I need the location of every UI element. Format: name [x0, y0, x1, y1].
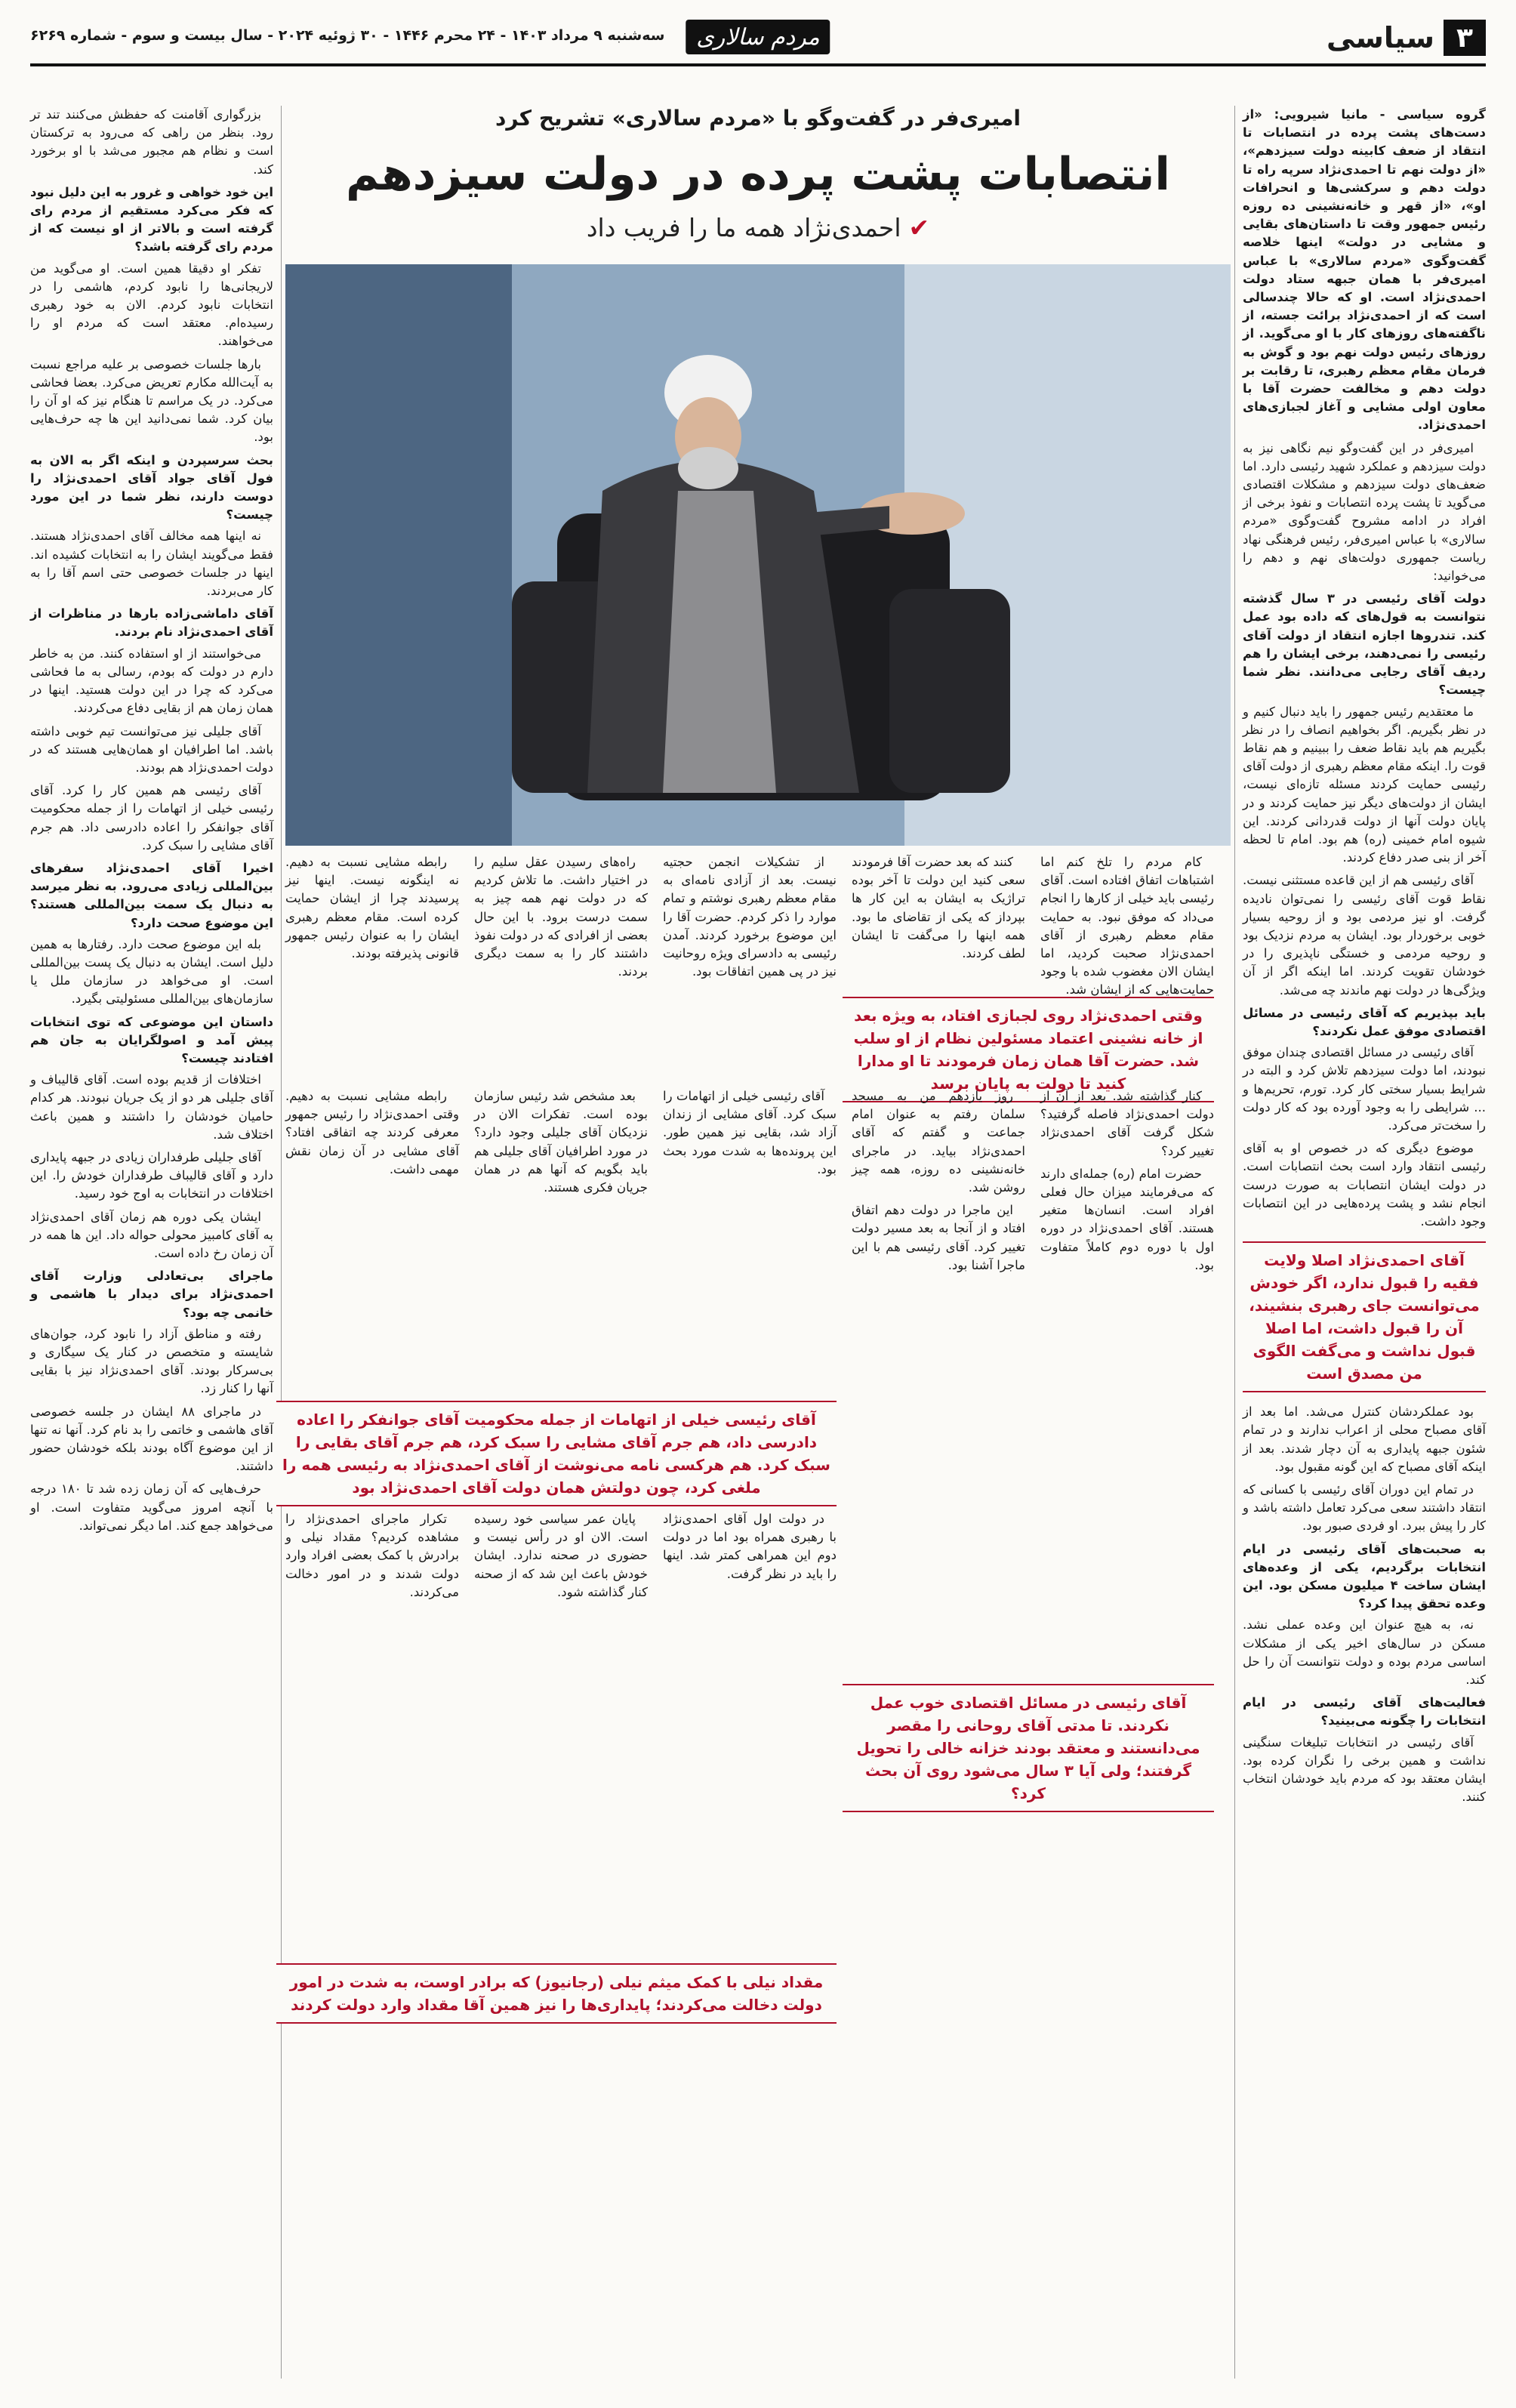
paragraph: در دولت اول آقای احمدی‌نژاد با رهبری همراه بود اما در دولت دوم این همراهی کمتر شد. اینها را باید در نظر گرفت. — [663, 1512, 837, 1581]
paragraph: بارها جلسات خصوصی بر علیه مراجع نسبت به آیت‌الله مکارم تعریض می‌کرد. بعضا فحاشی می‌کرد. در یک مراسم تا هنگام نیز که او آن را بیان کرد. شما نمی‌دانید این ها چه حرف‌هایی بود. — [30, 356, 273, 445]
paragraph: بود عملکردشان کنترل می‌شد. اما بعد از آقای مصباح محلی از اعراب ندارند و در تمام شئون جبهه پایداری به آن دچار شدند. بعد از اینکه آقای مصباح که این گونه مقبول بود. — [1243, 1404, 1486, 1474]
paragraph: می‌خواستند از او استفاده کنند. من به خاطر دارم در دولت که بودم، رسالی به ما فحاشی می‌کرد که چرا در این دولت هستید. اینها در همان زمان هم از بقایی دفاع می‌کردند. — [30, 646, 273, 716]
paragraph: ایشان یکی دوره هم زمان آقای احمدی‌نژاد به آقای کامبیز محولی حواله داد. این ها همه در آن زمان رخ داده است. — [30, 1209, 273, 1260]
text-column — [663, 853, 837, 1080]
page-number: ۳ — [1444, 20, 1486, 56]
paragraph: اختلافات از قدیم بوده است. آقای قالیباف و آقای جلیلی هر دو از یک جریان نبودند. هر کدام حامیان خودشان را داشتند و همین باعث اختلاف شد. — [30, 1072, 273, 1142]
text-column — [852, 853, 1025, 989]
newspaper-logo: مردم سالاری — [686, 20, 830, 54]
paragraph: کام مردم را تلخ کنم اما اشتباهات اتفاق افتاده است. آقای رئیسی باید خیلی از کارها را انجام می‌داد که موفق نبود. به حمایت مقام معظم رهبری از آقای احمدی‌نژاد صحبت کردید، اما ایشان الان مغضوب شده با وجود حمایت‌هایی که از ایشان شد. — [1040, 855, 1214, 997]
paragraph: بزرگواری آقامنت که حفظش می‌کنند تند تر رود. بنظر من راهی که می‌رود به ترکستان است و نظام هم مجبور می‌شد با او برخورد کند. — [30, 107, 273, 177]
text-column — [474, 1510, 648, 1933]
checkmark-icon: ✔ — [908, 213, 930, 242]
pull-quote: آقای رئیسی در مسائل اقتصادی خوب عمل نکردند. تا مدتی آقای روحانی را مقصر می‌دانستند و معتقد بودند خزانه خالی را تحویل گرفتند؛ ولی آیا ۳ سال می‌شود روی آن بحث کرد؟ — [843, 1684, 1214, 1812]
paragraph: آقای رئیسی هم همین کار را کرد. آقای رئیسی خیلی از اتهامات را از جمله محکومیت آقای جوانفکر را اعاده دادرسی داد. هم جرم آقای مشایی را سبک کرد. — [30, 783, 273, 853]
pull-quote: مقداد نیلی با کمک میثم نیلی (رجانیوز) که برادر اوست، به شدت در امور دولت دخالت می‌کردند؛ پایداری‌ها را نیز همین آقا مقداد وارد دولت کردند — [276, 1963, 837, 2024]
pull-quote: وقتی احمدی‌نژاد روی لجبازی افتاد، به ویژه بعد از خانه نشینی اعتماد مسئولین نظام از او سلب شد. حضرت آقا همان زمان فرمودند تا او مدارا کنید تا دولت به پایان برسد — [843, 997, 1214, 1102]
paragraph: رابطه مشایی نسبت به دهیم. وقتی احمدی‌نژاد را رئیس جمهور معرفی کردند چه اتفاقی افتاد؟ آقای مشایی در آن زمان نقش مهمی داشت. — [285, 1089, 459, 1176]
paragraph: بله این موضوع صحت دارد. رفتارها به همین دلیل است. ایشان به دنبال یک پست بین‌المللی است. او می‌خواهد در سازمان ملل یا سازمان‌های بین‌المللی مسئولیتی بگیرد. — [30, 936, 273, 1007]
pull-quote-right: آقای احمدی‌نژاد اصلا ولایت فقیه را قبول ندارد، اگر خودش می‌توانست جای رهبری بنشیند، آن را قبول داشت، اما اصلا قبول نداشت و می‌گفت الگوی من مصدق است — [1243, 1241, 1486, 1392]
text-column — [663, 1087, 837, 1389]
question: آقای داماشی‌زاده بارها در مناظرات از آقای احمدی‌نژاد نام بردند. — [30, 606, 273, 640]
article-headline: انتصابات پشت پرده در دولت سیزدهم — [346, 148, 1170, 201]
paragraph: آقای رئیسی در مسائل اقتصادی چندان موفق نبودند، اما دولت سیزدهم تلاش کرد و البته در شرایط بسیار سختی کار کرد. تورم، تحریم‌ها و ... شرایطی را به وجود آورده بود که کار دولت را سخت‌تر می‌کرد. — [1243, 1045, 1486, 1133]
text-column — [852, 1087, 1025, 1676]
text-column — [285, 1510, 459, 1933]
text-column — [285, 853, 459, 1080]
column-divider — [281, 106, 282, 2379]
question: باید بپذیریم که آقای رئیسی در مسائل اقتصادی موفق عمل نکردند؟ — [1243, 1005, 1486, 1038]
text-column — [474, 1087, 648, 1389]
question: اخیرا آقای احمدی‌نژاد سفرهای بین‌المللی زیادی می‌رود. به نظر میرسد به دنبال یک سمت بین‌المللی هستند؟ این موضوع صحت دارد؟ — [30, 860, 273, 930]
question: ماجرای بی‌تعادلی وزارت آقای احمدی‌نژاد برای دیدار با هاشمی و خانمی چه بود؟ — [30, 1269, 273, 1320]
paragraph: آقای جلیلی نیز می‌توانست تیم خوبی داشته باشد. اما اطرافیان او همان‌هایی هستند که در دولت احمدی‌نژاد هم بودند. — [30, 723, 273, 775]
paragraph: نه، به هیچ عنوان این وعده عملی نشد. مسکن در سال‌های اخیر یکی از مشکلات اساسی مردم بوده و دولت نتوانست آن را حل کند. — [1243, 1617, 1486, 1688]
issue-date-line: سه‌شنبه ۹ مرداد ۱۴۰۳ - ۲۴ محرم ۱۴۴۶ - ۳۰ ژوئیه ۲۰۲۴ - سال بیست و سوم - شماره ۶۲۶۹ — [30, 27, 665, 44]
paragraph: از تشکیلات انجمن حجتیه نیست. بعد از آزادی نامه‌ای به مقام معظم رهبری نوشتم و تمام موارد را ذکر کردم. حضرت آقا را این موضوع برخورد کردند. آمدن رئیسی به دادسرای ویژه روحانیت نیز در پی همین اتفاقات بود. — [663, 855, 837, 979]
paragraph: در تمام این دوران آقای رئیسی با کسانی که انتقاد داشتند سعی می‌کرد تعامل داشته باشد و کار را پیش ببرد. او فردی صبور بود. — [1243, 1482, 1486, 1534]
paragraph: آقای جلیلی طرفداران زیادی در جبهه پایداری دارد و آقای قالیباف طرفداران خودش را. این اختلافات در انتخابات به اوج خود رسید. — [30, 1149, 273, 1201]
paragraph: بعد مشخص شد رئیس سازمان بوده است. تفکرات الان در نزدیکان آقای جلیلی وجود دارد؟ در مورد اطرافیان آقای جلیلی هم باید بگویم که آنها هم در همان جریان فکری هستند. — [474, 1089, 648, 1195]
page-header — [30, 20, 1486, 57]
section-name: سیاسی — [1326, 21, 1434, 54]
article-intro: گروه سیاسی - مانیا شیرویی: «از دست‌های پشت پرده در انتصابات تا انتقاد از ضعف کابینه دولت سیزدهم»، «از دولت نهم تا احمدی‌نژاد سرپه راه تا دولت دهم و سرکشی‌ها و انحرافات او»، «از قهر و خانه‌نشینی ده روزه رئیس جمهور وقت تا داستان‌های بقایی و مشایی در دولت» اینها خلاصه گفت‌وگوی «مردم سالاری» با عباس امیری‌فر با همان جبهه ستاد دولت احمدی‌نژاد است. او که حالا چندسالی است که از احمدی‌نژاد برائت جسته، از ناگفته‌های روزهای کار با او می‌گوید. از روزهای رئیس دولت نهم بود و گوش به فرمان مقام معظم رهبری، تا رقابت بر دولت دهم و مخالفت حضرت آقا با معاون اولی مشایی و آغاز لجبازی‌های احمدی‌نژاد. — [1243, 107, 1486, 433]
paragraph: این ماجرا در دولت دهم اتفاق افتاد و از آنجا به بعد مسیر دولت تغییر کرد. آقای رئیسی هم با این ماجرا آشنا بود. — [852, 1203, 1025, 1272]
paragraph: رفته و مناطق آزاد را نابود کرد، جوان‌های شایسته و متخصص در کنار یک سیگاری و بی‌سرکار بودند. آقای احمدی‌نژاد نیز با بقایی آنها را کنار زد. — [30, 1326, 273, 1396]
question: این خود خواهی و غرور به این دلیل نبود که فکر می‌کرد مستقیم از مردم رای گرفته است و بالاتر از او نیست که از مردم رای گرفته باشد؟ — [30, 184, 273, 254]
text-column — [1040, 853, 1214, 997]
article-subhead — [302, 213, 1214, 242]
question: به صحبت‌های آقای رئیسی در ایام انتخابات برگردیم، یکی از وعده‌های ایشان ساخت ۴ میلیون مسکن بود. این وعده تحقق پیدا کرد؟ — [1243, 1541, 1486, 1611]
paragraph: آقای رئیسی خیلی از اتهامات را سبک کرد. آقای مشایی از زندان آزاد شد، بقایی نیز همین طور. این پرونده‌ها به شدت مورد بحث بود. — [663, 1089, 837, 1176]
pull-quote: آقای رئیسی خیلی از اتهامات از جمله محکومیت آقای جوانفکر را اعاده دادرسی داد، هم جرم آقای مشایی را سبک کرد، هم جرم آقای بقایی را سبک کرد. هم هرکسی نامه می‌نوشت از آقای احمدی‌نژاد به رئیسی همه را ملغی کرد، چون دولتش همان دولت آقای احمدی‌نژاد بود — [276, 1401, 837, 1506]
question: فعالیت‌های آقای رئیسی در ایام انتخابات را چگونه می‌بینید؟ — [1243, 1695, 1486, 1728]
right-column — [1243, 106, 1486, 2379]
paragraph: کنند که بعد حضرت آقا فرمودند سعی کنید این دولت تا آخر بوده تراژیک به ایشان به این کار ها بپرداز که یکی از تقاضای ما بود. همه اینها را می‌گفت تا ایشان لطف کردند. — [852, 855, 1025, 961]
paragraph: نه اینها همه مخالف آقای احمدی‌نژاد هستند. فقط می‌گویند ایشان را به انتخابات کشیده اند. اینها در جلسات خصوصی حتی اسم آقا را به کار می‌بردند. — [30, 529, 273, 599]
header-divider — [30, 63, 1486, 66]
paragraph: حرف‌هایی که آن زمان زده شد تا ۱۸۰ درجه با آنچه امروز می‌گوید متفاوت است. او می‌خواهد جمع کند. اما دیگر نمی‌تواند. — [30, 1481, 273, 1533]
paragraph: تفکر او دقیقا همین است. او می‌گوید من لاریجانی‌ها را نابود کردم، هاشمی را در انتخابات نابود کردم. الان به خود رهبری رسیده‌ام. معتقد است که مردم او را می‌خواهند. — [30, 261, 273, 349]
interview-photo — [285, 264, 1231, 846]
paragraph: راه‌های رسیدن عقل سلیم را در اختیار داشت. ما تلاش کردیم که در دولت نهم همه چیز به سمت درست برود. با این حال بعضی از افرادی که در دولت نفوذ داشتند کار را به سمت دیگری بردند. — [474, 855, 648, 979]
paragraph: رابطه مشایی نسبت به دهیم. نه اینگونه نیست. اینها نیز پرسیدند چرا از ایشان حمایت کرده است. مقام معظم رهبری ایشان را به عنوان رئیس جمهور قانونی پذیرفته بودند. — [285, 855, 459, 961]
question: بحث سرسپردن و اینکه اگر به الان به فول آقای جواد آقای احمدی‌نژاد را دوست دارند، نظر شما در این مورد چیست؟ — [30, 452, 273, 523]
paragraph: حضرت امام (ره) جمله‌ای دارند که می‌فرمایند میزان حال فعلی افراد است. انسان‌ها متغیر هستند. آقای احمدی‌نژاد در دوره اول با دوره دوم کاملاً متفاوت بود. — [1040, 1166, 1214, 1272]
paragraph: در ماجرای ۸۸ ایشان در جلسه خصوصی آقای هاشمی و خاتمی را بد نام کرد. آنها نه تنها از این موضوع آگاه بودند بلکه خودشان حضور داشتند. — [30, 1404, 273, 1474]
text-column — [1040, 1087, 1214, 1676]
question: داستان این موضوعی که توی انتخابات پیش آمد و اصولگرایان به جان هم افتادند چیست؟ — [30, 1014, 273, 1065]
paragraph: امیری‌فر در این گفت‌وگو نیم نگاهی نیز به دولت سیزدهم و عملکرد شهید رئیسی دارد. اما ضعف‌های دولت سیزدهم و مشکلات اقتصادی می‌گوید تا پشت پرده انتصابات و نفوذ برخی از افراد در ادامه مشروح گفت‌وگوی «مردم سالاری» با عباس امیری‌فر، رئیس فرهنگی نهاد ریاست جمهوری دولت‌های نهم و دهم را می‌خوانید: — [1243, 440, 1486, 584]
paragraph: پایان عمر سیاسی خود رسیده است. الان او در رأس نیست و حضوری در صحنه ندارد. ایشان خودش باعث این شد که از صحنه کنار گذاشته شود. — [474, 1512, 648, 1599]
paragraph: آقای رئیسی در انتخابات تبلیغات سنگینی نداشت و همین برخی را نگران کرده بود. ایشان معتقد بود که مردم باید خودشان انتخاب کنند. — [1243, 1734, 1486, 1805]
question: دولت آقای رئیسی در ۳ سال گذشته نتوانست به قول‌های که داده بود عمل کند. تندروها اجازه انتقاد از دولت آقای رئیسی را نمی‌دهند، برخی ایشان را هم ردیف آقای رجایی می‌دانند. نظر شما چیست؟ — [1243, 591, 1486, 698]
paragraph: روز یازدهم من به مسجد سلمان رفتم به عنوان امام جماعت و گفتم که آقای احمدی‌نژاد بیاید. در ماجرای خانه‌نشینی ده روزه، همه چیز روشن شد. — [852, 1089, 1025, 1195]
text-column — [474, 853, 648, 1080]
paragraph: تکرار ماجرای احمدی‌نژاد را مشاهده کردیم؟ مقداد نیلی و برادرش با کمک بعضی افراد وارد دولت شدند و در امور دخالت می‌کردند. — [285, 1512, 459, 1599]
left-column — [30, 106, 273, 2379]
photo-illustration — [285, 264, 1231, 846]
article-kicker: امیری‌فر در گفت‌وگو با «مردم سالاری» تشریح کرد — [495, 106, 1021, 131]
paragraph: آقای رئیسی هم از این قاعده مستثنی نیست. نقاط قوت آقای رئیسی را نمی‌توان نادیده گرفت. او نیز مردمی بود و از روحیه بسیار خوبی برخوردار بود. ایشان به مردم نزدیک بود و روحیه مردمی و خستگی ناپذیری را در خودشان تقویت کردند. اما اینکه اگر از آن ویژگی‌ها در دولت نهم ماندند چه می‌شد. — [1243, 873, 1486, 997]
text-column — [663, 1510, 837, 1933]
column-divider — [1234, 106, 1235, 2379]
paragraph: موضوع دیگری که در خصوص او به آقای رئیسی انتقاد وارد است بحث انتصابات است. در دولت ایشان انتصابات به صورت درست انجام نشد و پشت پرده‌هایی در این انتصابات وجود داشت. — [1243, 1141, 1486, 1229]
paragraph: ما معتقدیم رئیس جمهور را باید دنبال کنیم و در نظر بگیریم. اگر بخواهیم انصاف را در نظر بگیریم هم باید نقاط ضعف را ببینیم و هم نقاط قوت را. اینکه مقام معظم رهبری از دولت آقای رئیسی حمایت کردند مسئله تازه‌ای نیست، ایشان از دولت‌های دیگر نیز حمایت کردند و در پایان دولت آنها از دولت قدردانی کردند. این شیوه امام خمینی (ره) هم بود. امام تا لحظه آخر از بنی صدر دفاع کردند. — [1243, 704, 1486, 865]
text-column — [285, 1087, 459, 1389]
subhead-text: احمدی‌نژاد همه ما را فریب داد — [586, 213, 901, 242]
paragraph: کنار گذاشته شد. بعد از آن از دولت احمدی‌نژاد فاصله گرفتید؟ شکل گرفت آقای احمدی‌نژاد تغییر کرد؟ — [1040, 1089, 1214, 1158]
